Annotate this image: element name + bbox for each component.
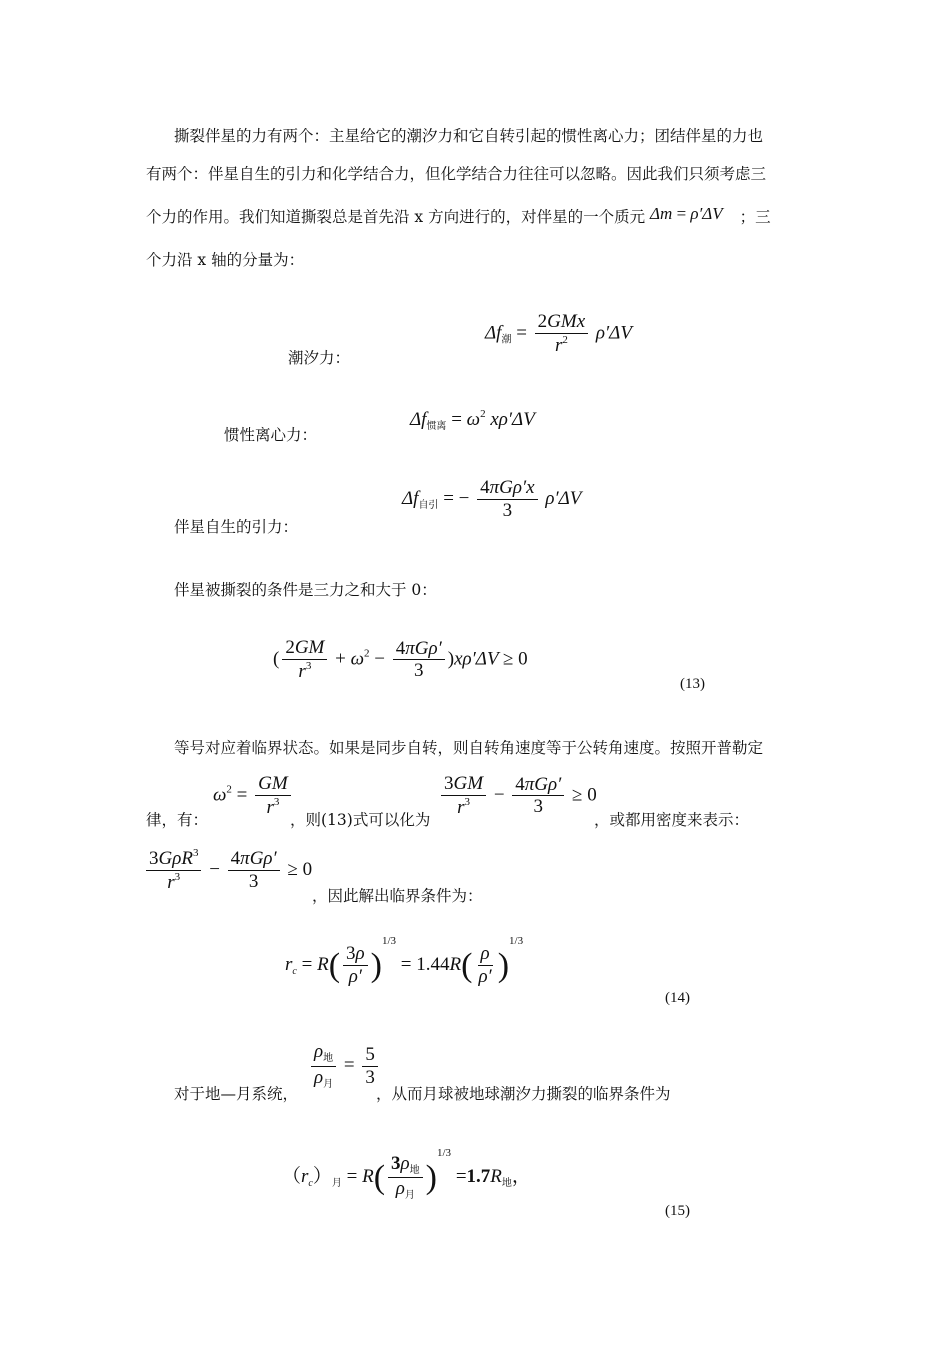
para2-line2-a: 律，有：	[146, 811, 209, 829]
equation-15: $(r_c)_月 = R$( $\frac{3\rho_地}{\rho_月}$ )$^{1/3} =1.7R_地$，	[282, 1147, 531, 1202]
para1-line3-tail: ；三	[739, 208, 771, 226]
para1-line4: 个力沿 x 轴的分量为：	[146, 251, 305, 269]
para3-line-a: 对于地—月系统，	[174, 1085, 299, 1103]
sub-centrifugal: 惯离	[426, 421, 447, 432]
para1-line3	[146, 204, 771, 227]
density-ratio: $\frac{\rho_地}{\rho_月}$ = $\frac{5}{3}$	[308, 1042, 381, 1090]
kepler-formula: $\omega^2$ = $\frac{GM}{r^3}$	[213, 774, 294, 818]
para1-line1: 撕裂伴星的力有两个：主星给它的潮汐力和它自转引起的惯性离心力；团结伴星的力也	[174, 127, 764, 145]
sub-earth-c: 地	[501, 1178, 512, 1189]
equation-14: $r_c = R$( $\frac{3\rho}{\rho'}$ )$^{1/3}$ = 1.44R( $\frac{\rho}{\rho'}$ )$^{1/3}$	[285, 935, 524, 988]
sub-earth-a: 地	[323, 1053, 334, 1064]
coef-144: 1.44	[416, 954, 450, 975]
sub-moon-b: 月	[331, 1178, 342, 1189]
tidal-formula: $\Delta f_潮$ = $\frac{\text{2GMx}}{r^2}$ ρ′ΔV	[485, 311, 632, 356]
condition-formula-a: $\frac{3GM}{r^3}$ − $\frac{\text{4πGρ′}}{3}$ ≥ 0	[438, 774, 597, 818]
self-gravity-formula: $\Delta f_{自引}$ = − $\frac{\text{4πGρ′x}}{3}$ ρ′ΔV	[402, 477, 582, 521]
para2-line3: ，因此解出临界条件为：	[312, 887, 483, 905]
para3-line-b: ，从而月球被地球潮汐力撕裂的临界条件为	[376, 1085, 671, 1103]
eq-number-13: (13)	[680, 676, 705, 692]
para2-line1: 等号对应着临界状态。如果是同步自转，则自转角速度等于公转角速度。按照开普勒定	[174, 739, 764, 757]
mass-element-formula: Δm = ρ′ΔV	[650, 204, 723, 223]
sub-moon-a: 月	[323, 1078, 334, 1090]
sub-earth-b: 地	[409, 1164, 420, 1176]
frac-3: 3	[365, 1066, 375, 1088]
frac-5: 5	[362, 1045, 378, 1067]
equation-13: ( $\frac{2GM}{r^3}$ + $\omega^2$ − $\frac{\text{4πGρ′}}{3}$ )xρ′ΔV ≥ 0	[273, 637, 528, 682]
sub-moon-c: 月	[404, 1190, 415, 1202]
eq-number-15: (15)	[665, 1203, 690, 1219]
para1-line2: 有两个：伴星自生的引力和化学结合力，但化学结合力往往可以忽略。因此我们只须考虑三	[146, 165, 767, 183]
self-gravity-label: 伴星自生的引力：	[174, 518, 299, 536]
density-formula: $\frac{3G\rho R^3}{r^3}$ − $\frac{\text{4πGρ′}}{3}$ ≥ 0	[143, 848, 312, 893]
para1-line3-text: 个力的作用。我们知道撕裂总是首先沿 x 方向进行的，对伴星的一个质元	[146, 208, 646, 226]
coef-17: 1.7	[466, 1166, 491, 1187]
eq-number-14: (14)	[665, 990, 690, 1006]
para2-line2-b: ，则(13)式可以化为	[290, 811, 431, 829]
centrifugal-label: 惯性离心力：	[224, 426, 318, 444]
condition-text: 伴星被撕裂的条件是三力之和大于 0：	[174, 581, 437, 599]
para2-line2-c: ，或都用密度来表示：	[594, 811, 750, 829]
sub-tidal: 潮	[501, 334, 512, 346]
zero-13: 0	[518, 648, 528, 670]
tidal-label: 潮汐力：	[288, 349, 351, 367]
centrifugal-formula: $\Delta f_{惯离} = \omega^2$ xρ′ΔV	[410, 408, 535, 432]
sub-self: 自引	[418, 499, 439, 511]
